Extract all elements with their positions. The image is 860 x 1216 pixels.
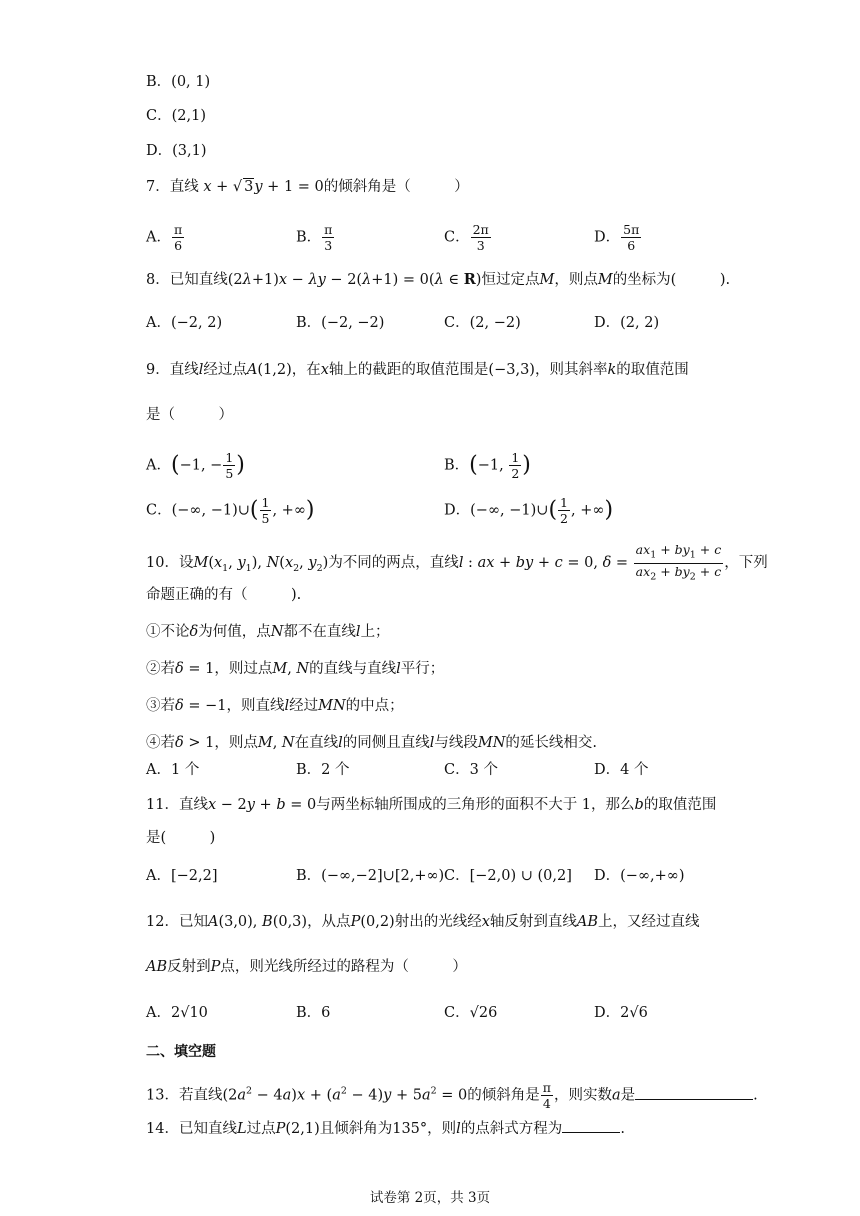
q6-option-b: B．(0, 1): [146, 74, 211, 90]
q12-stem-line1: 12．已知A(3,0), B(0,3)，从点P(0,2)射出的光线经x轴反射到直线AB上，又经过直线: [146, 914, 700, 930]
q10-option-a: A．1 个: [146, 762, 200, 778]
q6-option-d: D．(3,1): [146, 143, 207, 159]
q10-stem-line2: 命题正确的有（ ).: [146, 587, 302, 603]
q13-answer-blank[interactable]: [635, 1085, 753, 1100]
q8-option-c: C．(2, −2): [444, 315, 521, 331]
q14-answer-blank[interactable]: [562, 1118, 620, 1133]
q10-statement-4: ④若δ > 1，则点M, N在直线l的同侧且直线l与线段MN的延长线相交.: [146, 735, 598, 751]
q9-stem-line2: 是（ ）: [146, 407, 233, 423]
q11-option-a: A．[−2,2]: [146, 868, 218, 884]
q10-statement-3: ③若δ = −1，则直线l经过MN的中点；: [146, 698, 404, 714]
q13-stem: 13．若直线$(2a^2 - 4a)x + (a^2 - 4)y + 5a^2 = 0$的倾斜角是 $\frac{\pi}{4}$ ，则实数a是 .: [146, 1080, 758, 1111]
q10-stem-line1: 10．设$M(x_1$, $y_1$), $N(x_2$, $y_2$)为不同的两点，直线l : ax + by + c = 0, δ = $\frac{ax_1 + by_1 + c}{ax_2 + by_2 + c}$ ，下列: [146, 542, 768, 582]
q9-option-c: C．(−∞, −1)∪( $\frac{1}{5}$ , +∞): [146, 495, 315, 526]
q8-stem: 8．已知直线(2λ+1)x − λy − 2(λ+1) = 0(λ ∈ R)恒过定点M，则点M的坐标为( ).: [146, 271, 731, 288]
q11-option-d: D．(−∞,+∞): [594, 868, 685, 884]
q12-option-a: A．2√10: [146, 1005, 208, 1021]
q9-option-a: A．(−1, − $\frac{1}{5}$ ): [146, 450, 245, 481]
q7-stem: 7．直线 x + √ 3y + 1 = 0的倾斜角是（ ）: [146, 179, 469, 195]
q8-option-b: B．(−2, −2): [296, 315, 385, 331]
q12-stem-line2: AB反射到P点，则光线所经过的路程为（ ）: [146, 959, 467, 975]
q11-stem-line2: 是( ): [146, 830, 216, 846]
q11-option-b: B．(−∞,−2]∪[2,+∞): [296, 868, 445, 884]
q11-stem-line1: 11．直线x − 2y + b = 0与两坐标轴所围成的三角形的面积不大于 1，那么b的取值范围: [146, 797, 717, 813]
q12-option-c: C．√26: [444, 1005, 498, 1021]
q6-option-c: C．(2,1): [146, 108, 206, 124]
q8-option-a: A．(−2, 2): [146, 315, 223, 331]
q7-option-a: A． $\frac{\pi}{6}$: [146, 222, 183, 253]
q10-option-b: B．2 个: [296, 762, 350, 778]
q7-option-b: B． $\frac{\pi}{3}$: [296, 222, 333, 253]
q9-option-d: D．(−∞, −1)∪( $\frac{1}{2}$ , +∞): [444, 495, 614, 526]
q10-statement-1: ①不论δ为何值，点N都不在直线l上；: [146, 624, 390, 640]
q8-option-d: D．(2, 2): [594, 315, 660, 331]
section-title-fill-in: 二、填空题: [146, 1044, 216, 1060]
q9-stem-line1: 9．直线l经过点A(1,2)，在x轴上的截距的取值范围是(−3,3)，则其斜率k的取值范围: [146, 362, 689, 378]
page-footer: 试卷第 2页，共 3页: [369, 1190, 491, 1206]
q12-option-d: D．2√6: [594, 1005, 648, 1021]
q10-option-d: D．4 个: [594, 762, 649, 778]
q7-option-c: C． $\frac{2\pi}{3}$: [444, 222, 489, 253]
q10-option-c: C．3 个: [444, 762, 498, 778]
q10-statement-2: ②若δ = 1，则过点M, N的直线与直线l平行；: [146, 661, 445, 677]
q12-option-b: B．6: [296, 1005, 331, 1021]
q14-stem: 14．已知直线L过点P(2,1)且倾斜角为135°，则l的点斜式方程为 .: [146, 1118, 625, 1139]
q11-option-c: C．[−2,0) ∪ (0,2]: [444, 868, 572, 884]
q7-option-d: D． $\frac{5\pi}{6}$: [594, 222, 640, 253]
q9-option-b: B．(−1, $\frac{1}{2}$ ): [444, 450, 531, 481]
